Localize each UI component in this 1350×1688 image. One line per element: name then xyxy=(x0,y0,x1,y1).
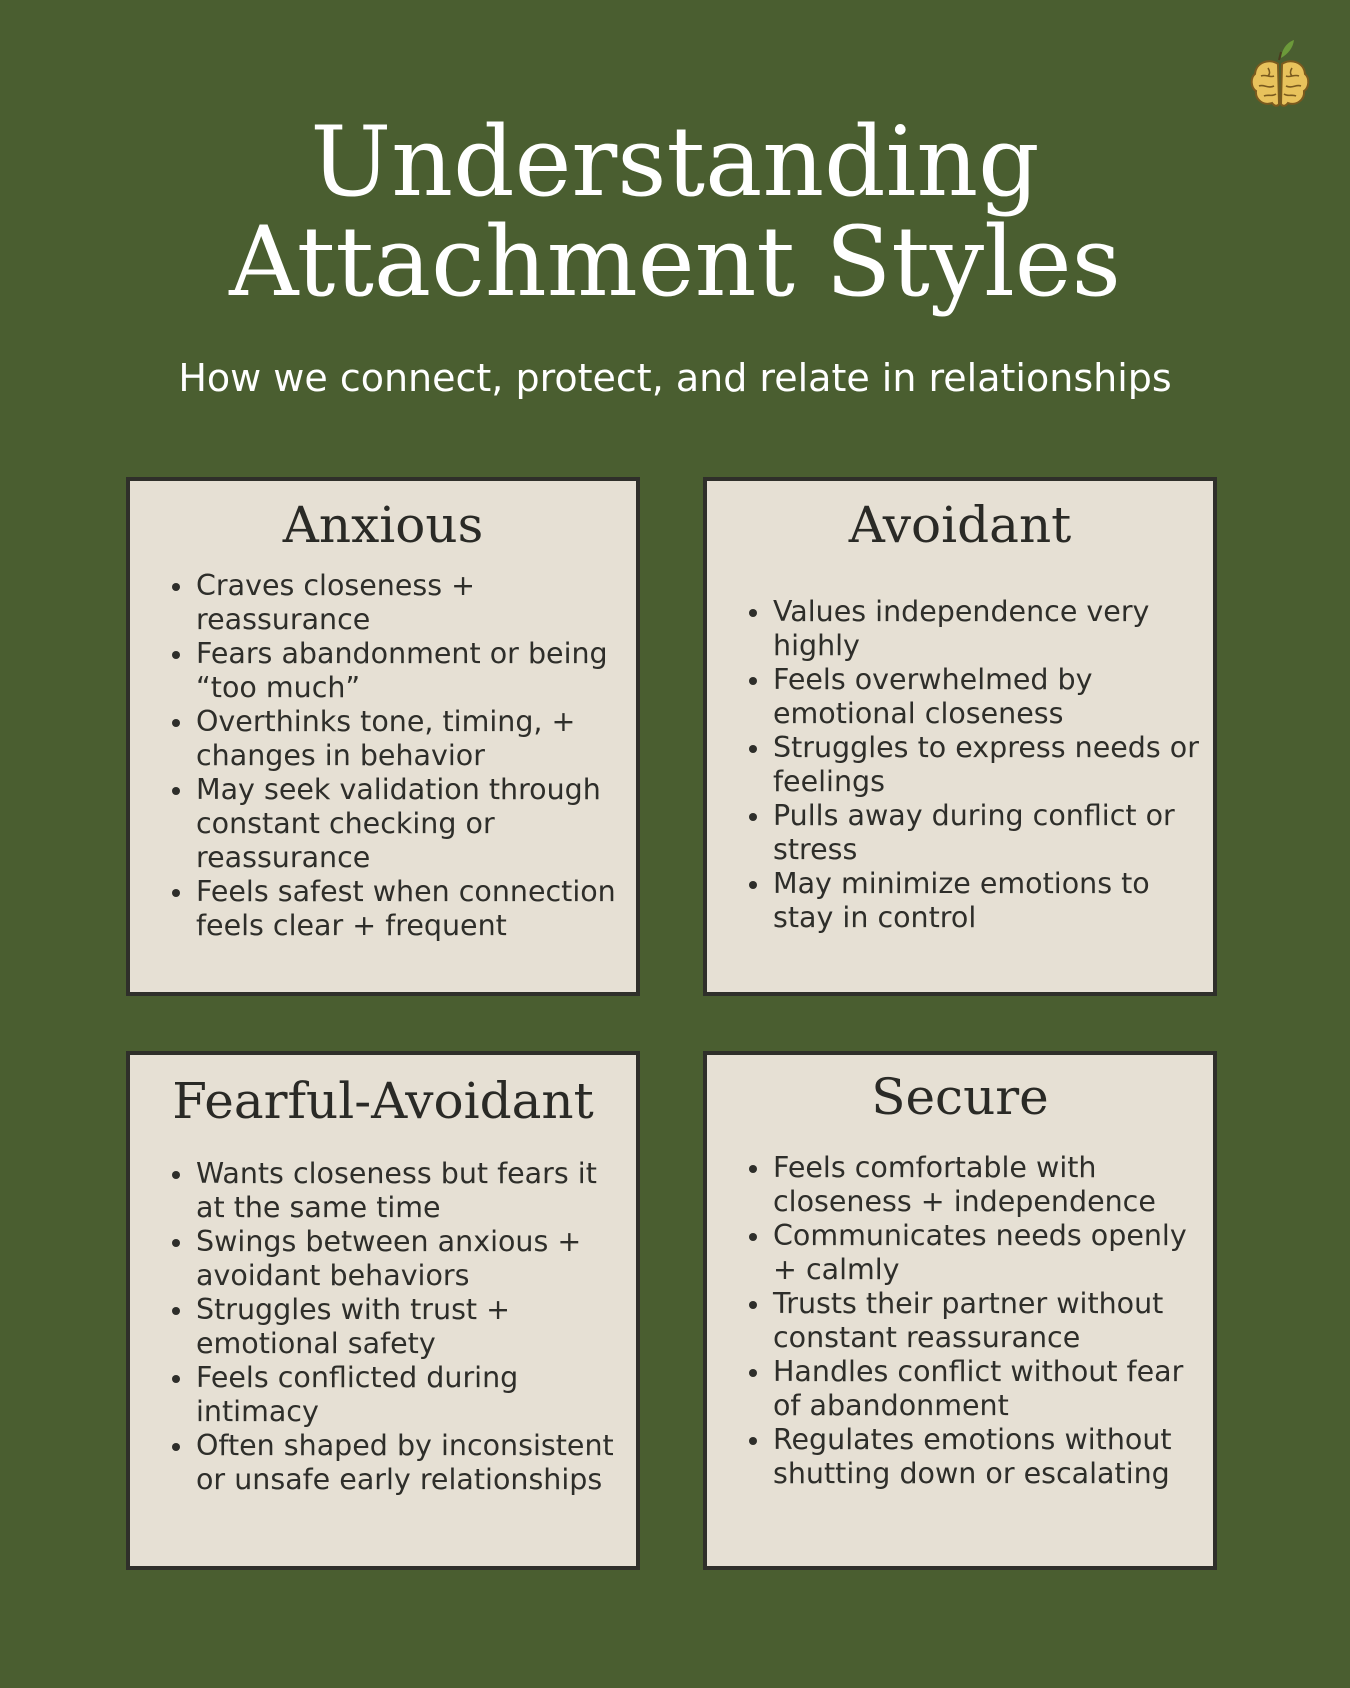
card-heading: Anxious xyxy=(282,496,484,554)
card-list xyxy=(130,569,636,943)
list-item: Handles conflict without fear of abandonment xyxy=(773,1355,1203,1423)
card-fearful-avoidant xyxy=(126,1051,640,1570)
list-item: Swings between anxious + avoidant behaviors xyxy=(196,1225,626,1293)
brain-apple-logo xyxy=(1248,34,1312,118)
list-item: Overthinks tone, timing, + changes in behavior xyxy=(196,705,626,773)
brain-apple-icon xyxy=(1248,34,1312,118)
card-list xyxy=(130,1157,636,1497)
card-anxious xyxy=(126,477,640,996)
page-subtitle: How we connect, protect, and relate in relationships xyxy=(178,356,1172,400)
list-item: Values independence very highly xyxy=(773,595,1203,663)
title-line-1: Understanding xyxy=(310,106,1040,218)
list-item: Feels overwhelmed by emotional closeness xyxy=(773,663,1203,731)
card-avoidant xyxy=(703,477,1217,996)
list-item: Feels safest when connection feels clear + frequent xyxy=(196,875,626,943)
list-item: May seek validation through constant checking or reassurance xyxy=(196,773,626,875)
page-title xyxy=(0,106,1350,318)
card-list xyxy=(707,595,1213,935)
list-item: Often shaped by inconsistent or unsafe early relationships xyxy=(196,1429,626,1497)
leaf-icon xyxy=(1281,40,1294,58)
list-item: May minimize emotions to stay in control xyxy=(773,867,1203,935)
list-item: Wants closeness but fears it at the same time xyxy=(196,1157,626,1225)
list-item: Pulls away during conflict or stress xyxy=(773,799,1203,867)
card-list xyxy=(707,1151,1213,1491)
card-heading: Fearful-Avoidant xyxy=(172,1072,594,1130)
list-item: Trusts their partner without constant reassurance xyxy=(773,1287,1203,1355)
brain-icon xyxy=(1252,61,1309,106)
list-item: Struggles to express needs or feelings xyxy=(773,731,1203,799)
list-item: Feels comfortable with closeness + independence xyxy=(773,1151,1203,1219)
title-line-2: Attachment Styles xyxy=(229,206,1121,318)
list-item: Communicates needs openly + calmly xyxy=(773,1219,1203,1287)
list-item: Feels conflicted during intimacy xyxy=(196,1361,626,1429)
list-item: Regulates emotions without shutting down or escalating xyxy=(773,1423,1203,1491)
list-item: Struggles with trust + emotional safety xyxy=(196,1293,626,1361)
list-item: Craves closeness + reassurance xyxy=(196,569,626,637)
card-heading: Avoidant xyxy=(848,496,1072,554)
card-secure xyxy=(703,1051,1217,1570)
list-item: Fears abandonment or being “too much” xyxy=(196,637,626,705)
card-heading: Secure xyxy=(871,1068,1049,1126)
stem-icon xyxy=(1279,52,1281,60)
